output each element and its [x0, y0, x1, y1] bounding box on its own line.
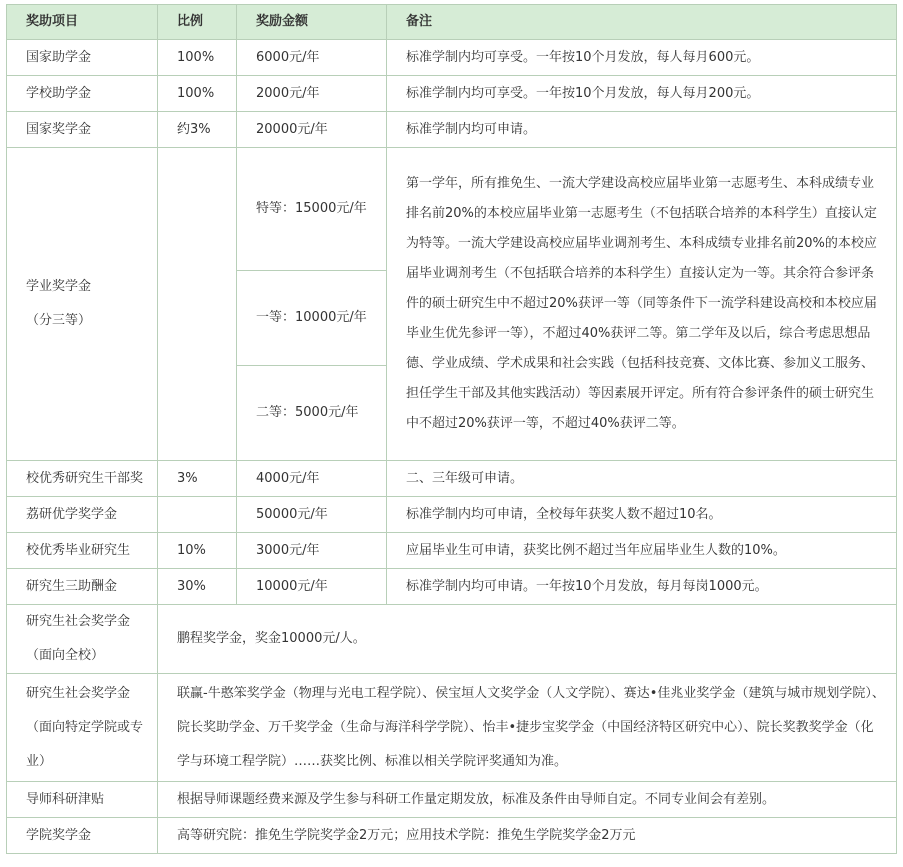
cell-remark: 第一学年，所有推免生、一流大学建设高校应届毕业第一志愿考生、本科成绩专业排名前20%的本校应届毕业第一志愿考生（不包括联合培养的本科学生）直接认定为特等。一流大学建设高校应届毕业调剂考生、本科成绩专业排名前20%的本校应届毕业调剂考生（不包括联合培养的本科学生）直接认定为一等。其余符合参评条件的硕士研究生中不超过20%获评一等（同等条件下一流学科建设高校和本校应届毕业生优先参评一等），不超过40%获评二等。第二学年及以后，综合考虑思想品德、学业成绩、学术成果和社会实践（包括科技竞赛、文体比赛、参加义工服务、担任学生干部及其他实践活动）等因素展开评定。所有符合参评条件的硕士研究生中不超过20%获评一等，不超过40%获评二等。	[387, 148, 897, 461]
cell-remark: 标准学制内均可享受。一年按10个月发放，每人每月200元。	[387, 76, 897, 112]
cell-remark: 标准学制内均可申请，全校每年获奖人数不超过10名。	[387, 497, 897, 533]
table-header-row	[7, 5, 897, 40]
header-item: 奖助项目	[7, 5, 158, 40]
header-remark: 备注	[387, 5, 897, 40]
cell-ratio: 3%	[158, 461, 237, 497]
header-ratio: 比例	[158, 5, 237, 40]
cell-amount: 3000元/年	[237, 533, 387, 569]
academic-scholarship-row	[7, 148, 897, 271]
academic-item-note: （分三等）	[26, 313, 92, 328]
cell-item: 国家助学金	[7, 40, 158, 76]
table-row	[7, 818, 897, 854]
cell-item: 研究生社会奖学金（面向特定学院或专业）	[7, 674, 158, 782]
cell-ratio: 100%	[158, 76, 237, 112]
cell-amount: 2000元/年	[237, 76, 387, 112]
scholarship-table	[6, 4, 897, 854]
cell-amount: 20000元/年	[237, 112, 387, 148]
table-row	[7, 76, 897, 112]
social-scholarship-all-row	[7, 605, 897, 674]
header-amount: 奖励金额	[237, 5, 387, 40]
cell-remark: 应届毕业生可申请，获奖比例不超过当年应届毕业生人数的10%。	[387, 533, 897, 569]
cell-amount: 50000元/年	[237, 497, 387, 533]
cell-item	[7, 148, 158, 461]
cell-remark: 鹏程奖学金，奖金10000元/人。	[158, 605, 897, 674]
cell-ratio	[158, 148, 237, 461]
cell-item	[7, 605, 158, 674]
cell-remark: 联赢-牛憨笨奖学金（物理与光电工程学院）、侯宝垣人文奖学金（人文学院）、赛达•佳兆业奖学金（建筑与城市规划学院）、院长奖助学金、万千奖学金（生命与海洋科学学院）、怡丰•捷步宝奖学金（中国经济特区研究中心）、院长奖教奖学金（化学与环境工程学院）……获奖比例、标准以相关学院评奖通知为准。	[158, 674, 897, 782]
academic-item-name: 学业奖学金	[26, 279, 92, 294]
cell-ratio: 10%	[158, 533, 237, 569]
cell-ratio: 30%	[158, 569, 237, 605]
cell-amount-tier-second: 二等：5000元/年	[237, 366, 387, 461]
table-row	[7, 40, 897, 76]
cell-item: 校优秀研究生干部奖	[7, 461, 158, 497]
cell-amount: 10000元/年	[237, 569, 387, 605]
social-all-name: 研究生社会奖学金	[26, 614, 131, 629]
cell-remark: 标准学制内均可申请。一年按10个月发放，每月每岗1000元。	[387, 569, 897, 605]
table-row	[7, 112, 897, 148]
cell-amount-tier-first: 一等：10000元/年	[237, 271, 387, 366]
table-row	[7, 461, 897, 497]
cell-ratio	[158, 497, 237, 533]
social-scholarship-specific-row	[7, 674, 897, 782]
cell-item: 导师科研津贴	[7, 782, 158, 818]
cell-item: 校优秀毕业研究生	[7, 533, 158, 569]
cell-ratio: 100%	[158, 40, 237, 76]
cell-item: 国家奖学金	[7, 112, 158, 148]
cell-amount: 4000元/年	[237, 461, 387, 497]
cell-item: 研究生三助酬金	[7, 569, 158, 605]
table-row	[7, 533, 897, 569]
cell-remark: 标准学制内均可享受。一年按10个月发放，每人每月600元。	[387, 40, 897, 76]
cell-item: 学院奖学金	[7, 818, 158, 854]
table-row	[7, 497, 897, 533]
social-all-note: （面向全校）	[26, 648, 105, 663]
cell-item: 荔研优学奖学金	[7, 497, 158, 533]
cell-amount: 6000元/年	[237, 40, 387, 76]
cell-remark: 标准学制内均可申请。	[387, 112, 897, 148]
cell-amount-tier-special: 特等：15000元/年	[237, 148, 387, 271]
cell-remark: 根据导师课题经费来源及学生参与科研工作量定期发放，标准及条件由导师自定。不同专业间会有差别。	[158, 782, 897, 818]
table-row	[7, 782, 897, 818]
cell-remark: 二、三年级可申请。	[387, 461, 897, 497]
cell-ratio: 约3%	[158, 112, 237, 148]
cell-item: 学校助学金	[7, 76, 158, 112]
cell-remark: 高等研究院：推免生学院奖学金2万元；应用技术学院：推免生学院奖学金2万元	[158, 818, 897, 854]
table-row	[7, 569, 897, 605]
